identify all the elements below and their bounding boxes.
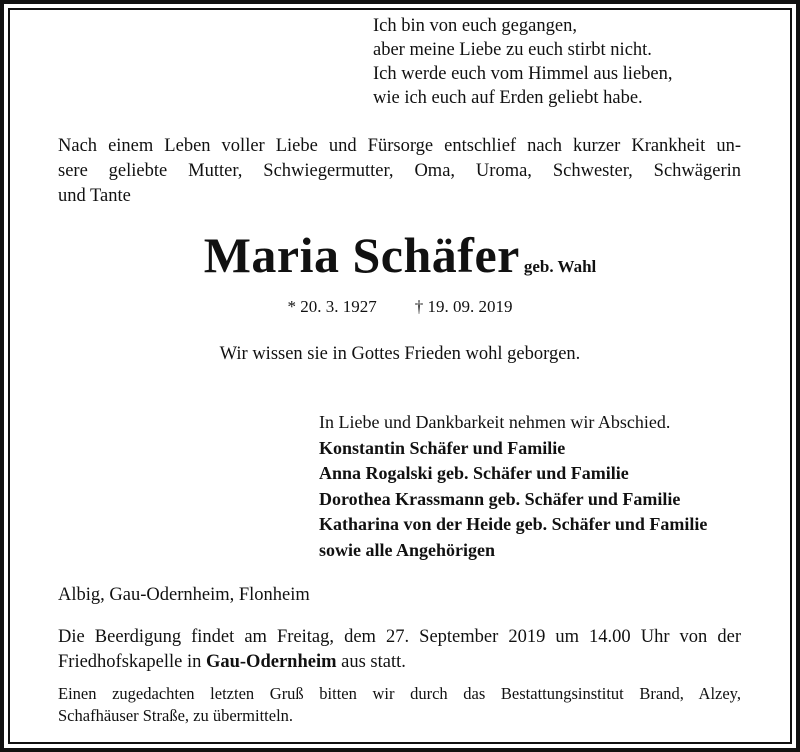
deceased-maiden-name: geb. Wahl — [523, 257, 597, 276]
intro-line: Nach einem Leben voller Liebe und Fürsorge entschlief nach kurzer Krankheit un- — [58, 136, 741, 156]
deceased-name: Maria Schäfer — [203, 227, 520, 283]
poem-line: wie ich euch auf Erden geliebt habe. — [373, 88, 643, 108]
funeral-line-prefix: Friedhofskapelle in — [58, 652, 206, 672]
greeting-info — [58, 683, 741, 727]
faith-line: Wir wissen sie in Gottes Frieden wohl geborgen. — [219, 344, 581, 364]
funeral-line — [58, 650, 741, 675]
mourner-name: sowie alle Angehörigen — [319, 539, 495, 560]
mourners-block — [319, 410, 707, 563]
greeting-line: Einen zugedachten letzten Gruß bitten wir durch das Bestattungsinstitut Brand, Alzey, — [58, 684, 741, 703]
mourner-name: Katharina von der Heide geb. Schäfer und Familie — [319, 514, 708, 534]
poem-line: aber meine Liebe zu euch stirbt nicht. — [373, 40, 652, 60]
greeting-line: Schafhäuser Straße, zu übermitteln. — [58, 706, 294, 725]
poem — [373, 14, 673, 110]
funeral-info — [58, 625, 741, 675]
poem-line: Ich werde euch vom Himmel aus lieben, — [373, 64, 673, 84]
funeral-line: Die Beerdigung findet am Freitag, dem 27. September 2019 um 14.00 Uhr von der — [58, 627, 741, 647]
poem-line: Ich bin von euch gegangen, — [373, 16, 577, 36]
birth-date: * 20. 3. 1927 — [287, 297, 377, 316]
life-dates — [0, 297, 800, 317]
mourner-name: Dorothea Krassmann geb. Schäfer und Familie — [319, 488, 681, 509]
mourner-name: Konstantin Schäfer und Familie — [319, 437, 566, 458]
places-line: Albig, Gau-Odernheim, Flonheim — [58, 585, 310, 605]
intro-paragraph — [58, 134, 741, 209]
funeral-location: Gau-Odernheim — [205, 652, 337, 672]
mourners-intro: In Liebe und Dankbarkeit nehmen wir Abschied. — [319, 412, 671, 432]
deceased-heading — [0, 226, 800, 284]
funeral-line-suffix: aus statt. — [336, 652, 406, 672]
intro-line: und Tante — [58, 186, 131, 206]
death-date: † 19. 09. 2019 — [414, 297, 513, 316]
intro-line: sere geliebte Mutter, Schwiegermutter, Oma, Uroma, Schwester, Schwägerin — [58, 161, 741, 181]
mourner-name: Anna Rogalski geb. Schäfer und Familie — [319, 463, 629, 483]
